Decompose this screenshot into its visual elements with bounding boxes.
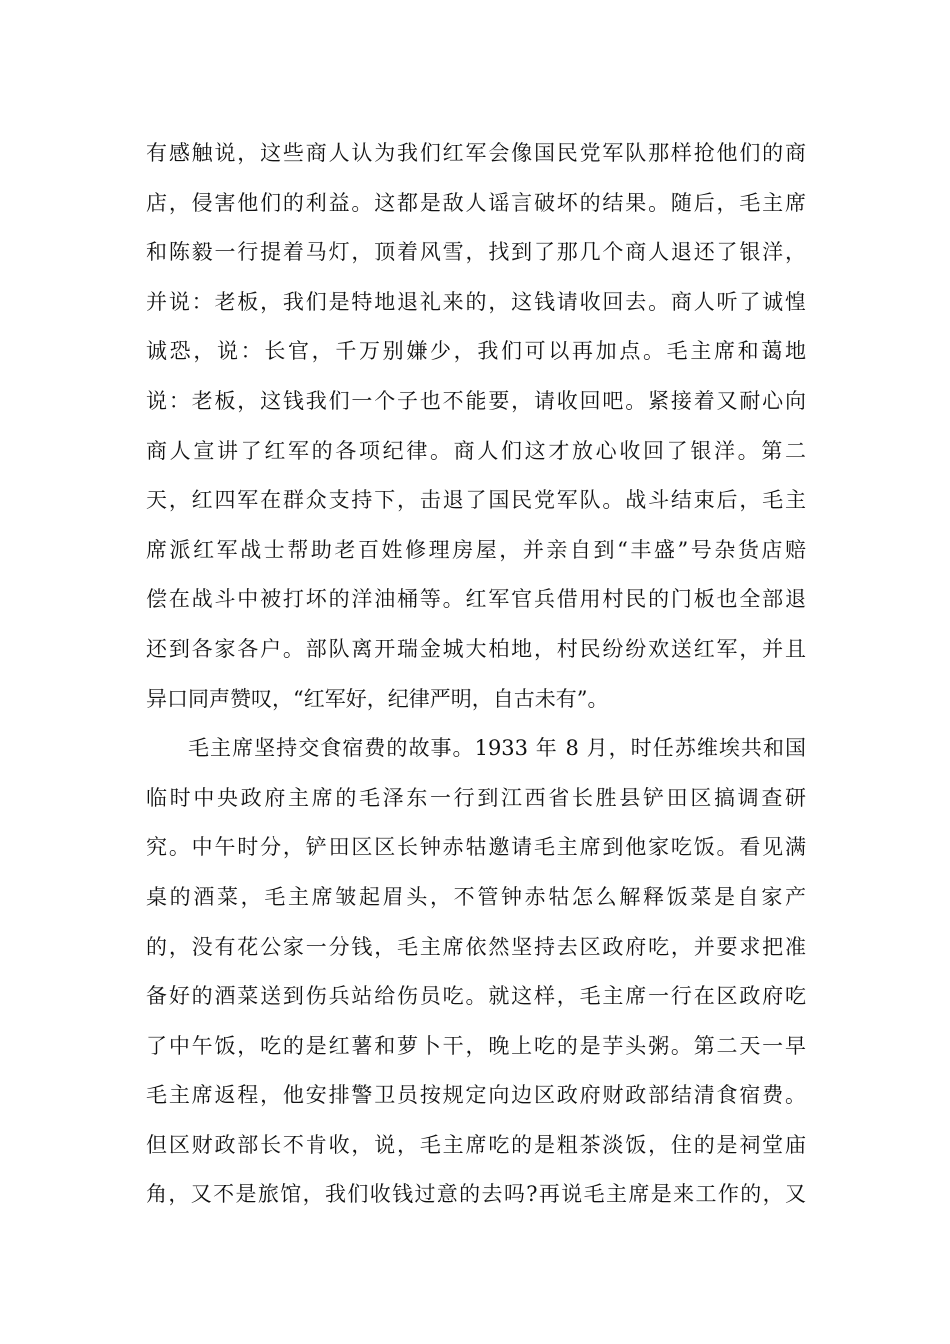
text-line: 还到各家各户。部队离开瑞金城大柏地，村民纷纷欢送红军，并且 [146, 636, 806, 661]
text-line: 席派红军战士帮助老百姓修理房屋，并亲自到“丰盛”号杂货店赔 [146, 537, 806, 562]
text-line: 临时中央政府主席的毛泽东一行到江西省长胜县铲田区搞调查研 [146, 785, 806, 810]
text-line: 店，侵害他们的利益。这都是敌人谣言破坏的结果。随后，毛主席 [146, 190, 806, 215]
text-line: 的，没有花公家一分钱，毛主席依然坚持去区政府吃，并要求把准 [146, 934, 806, 959]
paragraph-1 [146, 129, 806, 724]
text-line: 并说：老板，我们是特地退礼来的，这钱请收回去。商人听了诚惶 [146, 289, 806, 314]
body-text [146, 129, 806, 1220]
text-line: 商人宣讲了红军的各项纪律。商人们这才放心收回了银洋。第二 [146, 438, 806, 463]
text-line: 毛主席坚持交食宿费的故事。1933 年 8 月，时任苏维埃共和国 [188, 736, 806, 761]
text-line: 偿在战斗中被打坏的洋油桶等。红军官兵借用村民的门板也全部退 [146, 587, 806, 612]
text-line: 桌的酒菜，毛主席皱起眉头，不管钟赤牯怎么解释饭菜是自家产 [146, 884, 806, 909]
text-line: 天，红四军在群众支持下，击退了国民党军队。战斗结束后，毛主 [146, 488, 806, 513]
paragraph-2 [146, 724, 806, 1220]
text-line: 角，又不是旅馆，我们收钱过意的去吗?再说毛主席是来工作的，又 [146, 1182, 806, 1207]
text-line: 诚恐，说：长官，千万别嫌少，我们可以再加点。毛主席和蔼地 [146, 339, 806, 364]
text-line: 毛主席返程，他安排警卫员按规定向边区政府财政部结清食宿费。 [146, 1083, 806, 1108]
text-line: 了中午饭，吃的是红薯和萝卜干，晚上吃的是芋头粥。第二天一早 [146, 1033, 806, 1058]
text-line: 说：老板，这钱我们一个子也不能要，请收回吧。紧接着又耐心向 [146, 388, 806, 413]
text-line: 备好的酒菜送到伤兵站给伤员吃。就这样，毛主席一行在区政府吃 [146, 984, 806, 1009]
text-line: 异口同声赞叹，“红军好，纪律严明，自古未有”。 [146, 686, 609, 711]
text-line: 但区财政部长不肯收，说，毛主席吃的是粗茶淡饭，住的是祠堂庙 [146, 1132, 806, 1157]
text-line: 有感触说，这些商人认为我们红军会像国民党军队那样抢他们的商 [146, 141, 806, 165]
text-line: 究。中午时分，铲田区区长钟赤牯邀请毛主席到他家吃饭。看见满 [146, 835, 806, 860]
text-line: 和陈毅一行提着马灯，顶着风雪，找到了那几个商人退还了银洋， [146, 240, 806, 265]
